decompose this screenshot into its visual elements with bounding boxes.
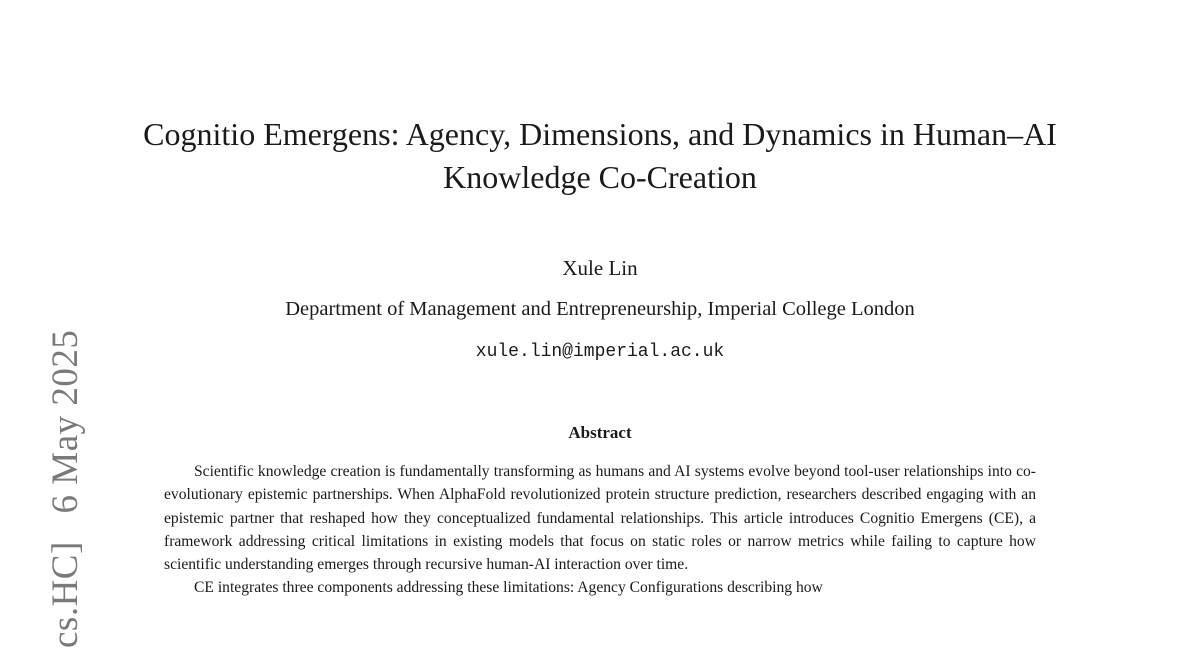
abstract-paragraph: Scientific knowledge creation is fundamentally transforming as humans and AI systems evolve beyond tool-user relationships into co-evolutionary epistemic partnerships. When AlphaFold revolutionized protein structure prediction, researchers described engaging with an epistemic partner that reshaped how they conceptualized fundamental relationships. This article introduces Cognitio Emergens (CE), a framework addressing critical limitations in existing models that focus on static roles or narrow metrics while failing to capture how scientific understanding emerges through recursive human-AI interaction over time. bbox=[164, 463, 1036, 574]
paper-title: Cognitio Emergens: Agency, Dimensions, and Dynamics in Human–AI Knowledge Co-Creation bbox=[143, 116, 1057, 195]
author-email: xule.lin@imperial.ac.uk bbox=[475, 342, 725, 362]
abstract-heading: Abstract bbox=[568, 423, 632, 442]
arxiv-identifier-stamp bbox=[47, 330, 84, 648]
abstract-body bbox=[164, 460, 1036, 600]
abstract-paragraph: CE integrates three components addressing these limitations: Agency Configurations describing how bbox=[194, 579, 823, 597]
author-affiliation: Department of Management and Entrepreneurship, Imperial College London bbox=[285, 298, 915, 320]
arxiv-category: cs.HC] bbox=[45, 541, 86, 648]
arxiv-date: 6 May 2025 bbox=[45, 329, 86, 514]
author-name: Xule Lin bbox=[562, 256, 638, 280]
